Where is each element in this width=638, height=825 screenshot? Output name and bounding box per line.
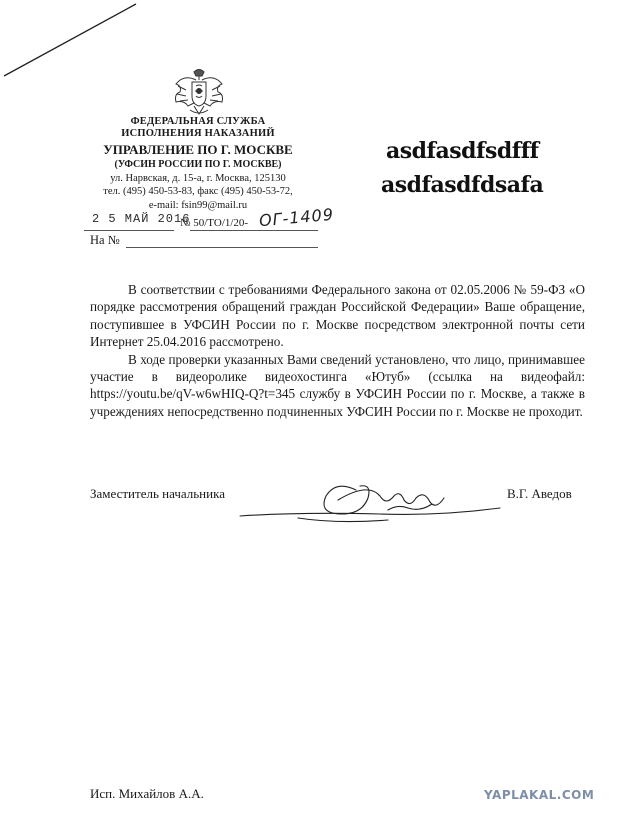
handwritten-signature-icon <box>238 470 508 530</box>
scan-edge-line <box>0 0 140 80</box>
overlay-text-line2: asdfasdfdsafa <box>381 172 544 198</box>
registration-number-handwritten: ОГ-1409 <box>258 204 335 231</box>
org-email: e-mail: fsin99@mail.ru <box>148 200 248 211</box>
org-name-line2: ИСПОЛНЕНИЯ НАКАЗАНИЙ <box>121 128 275 139</box>
overlay-text-line1: asdfasdfsdfff <box>386 138 539 164</box>
registration-number-prefix: № 50/ТО/1/20- <box>180 217 249 229</box>
date-underline <box>84 230 174 231</box>
org-name-line3: УПРАВЛЕНИЕ ПО Г. МОСКВЕ <box>103 142 293 157</box>
date-stamp: 2 5 МАЙ 2016 <box>92 212 191 226</box>
body-paragraph-1: В соответствии с требованиями Федерального закона от 02.05.2006 № 59-ФЗ «О порядке рассмотрения обращений граждан Российской Федерации» Ваше обращение, поступившее в УФСИН России по г. Москве посредством электронной почты сети Интернет 25.04.2016 рассмотрено. <box>90 282 585 350</box>
fsin-emblem-icon <box>172 66 226 120</box>
number-underline <box>190 230 318 231</box>
letter-body <box>90 281 585 420</box>
org-address: ул. Нарвская, д. 15-а, г. Москва, 125130 <box>110 173 286 184</box>
watermark-logo: YAPLAKAL.COM <box>484 788 595 802</box>
org-phones: тел. (495) 450-53-83, факс (495) 450-53-72, <box>103 186 293 197</box>
executor-name: Исп. Михайлов А.А. <box>90 786 204 801</box>
reply-to-label: На № <box>90 233 120 247</box>
org-name-line4: (УФСИН РОССИИ ПО Г. МОСКВЕ) <box>114 159 282 170</box>
body-paragraph-2: В ходе проверки указанных Вами сведений установлено, что лицо, принимавшее участие в видеоролике видеохостинга «Ютуб» (ссылка на видеофайл: https://youtu.be/qV-w6wHIQ-Q?t=345 службу в УФСИН России по г. Москве, а также в учреждениях непосредственно подчиненных УФСИН России по г. Москве не проходит. <box>90 351 585 419</box>
signatory-position: Заместитель начальника <box>90 486 225 501</box>
org-name-line1: ФЕДЕРАЛЬНАЯ СЛУЖБА <box>130 116 266 127</box>
signatory-name: В.Г. Аведов <box>507 486 572 501</box>
reply-to-underline <box>126 247 318 248</box>
